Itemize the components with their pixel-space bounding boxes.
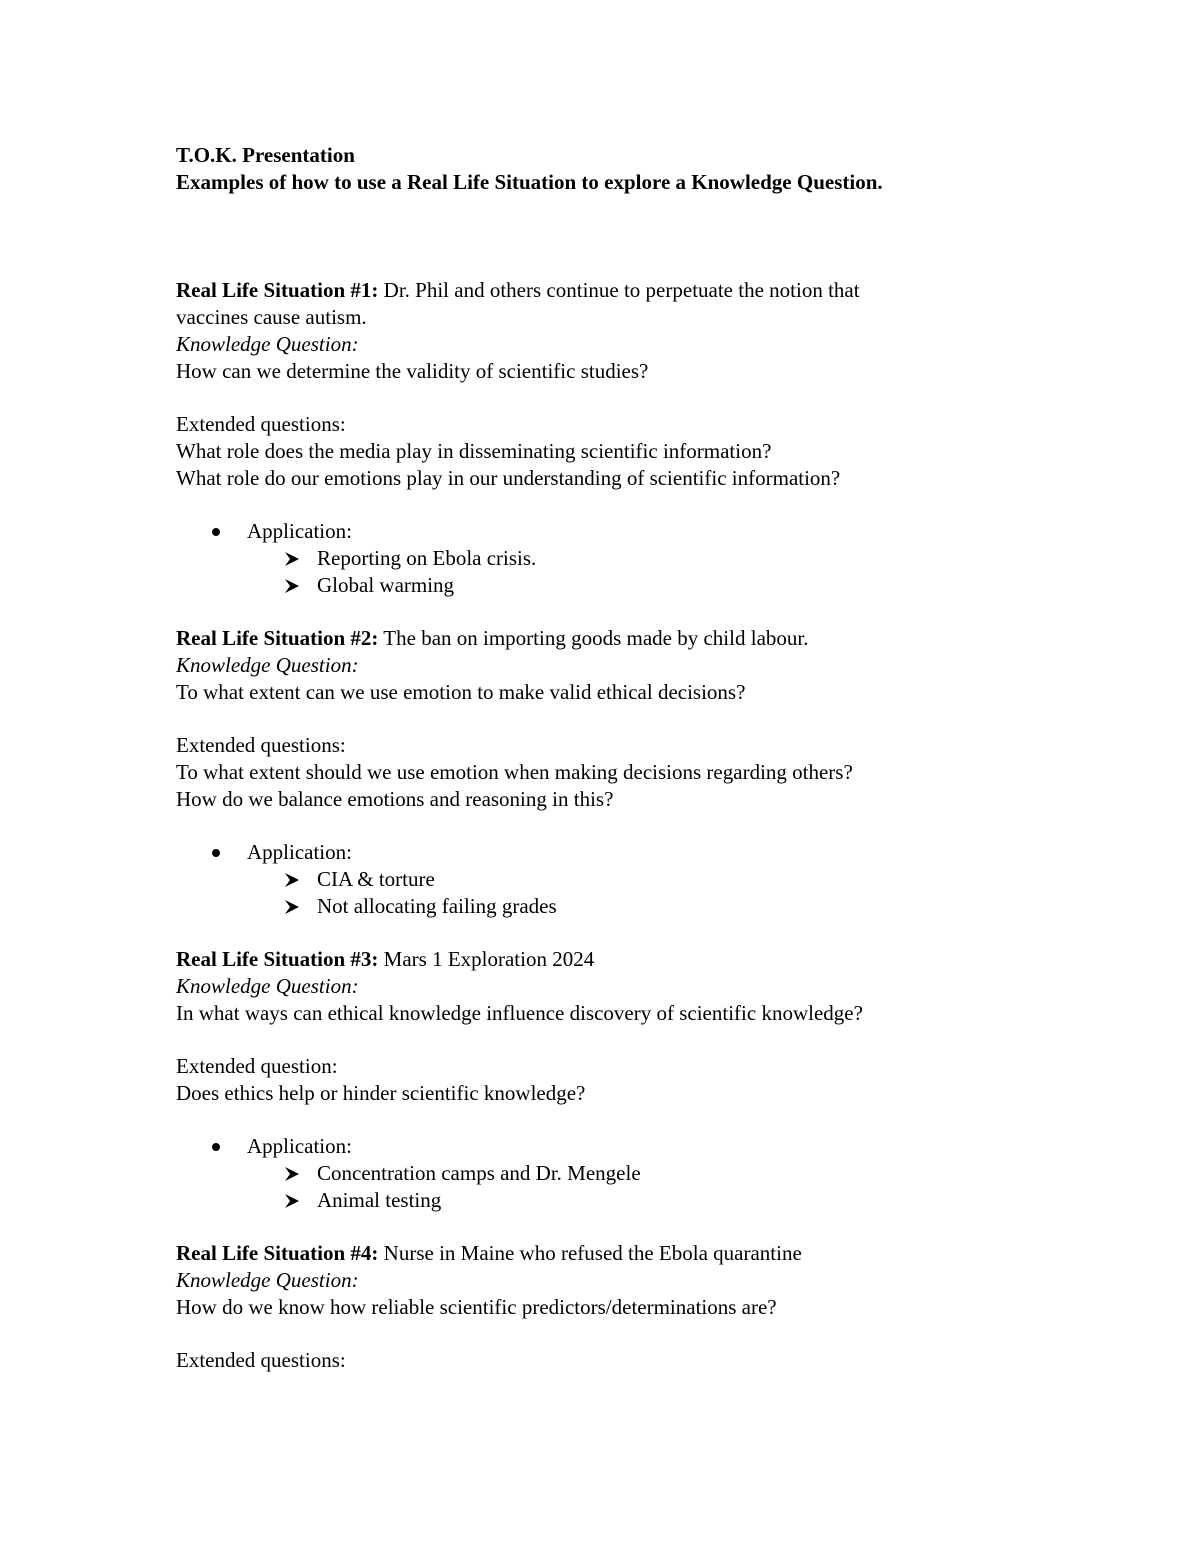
bullet-icon [212, 528, 220, 536]
application-example-text: Global warming [317, 573, 455, 597]
bullet-icon [212, 849, 220, 857]
knowledge-question-label: Knowledge Question: [176, 332, 359, 356]
situation-text: Dr. Phil and others continue to perpetuate the notion that [378, 278, 860, 302]
knowledge-question-text: How can we determine the validity of scientific studies? [176, 359, 649, 383]
document-content [176, 142, 1036, 1374]
situation-2 [176, 625, 1036, 946]
situation-text: Nurse in Maine who refused the Ebola quarantine [378, 1241, 802, 1265]
application-example-text: Animal testing [317, 1188, 442, 1212]
extended-questions-label: Extended questions: [176, 1348, 346, 1372]
application-label: Application: [247, 519, 352, 543]
extended-question: What role does the media play in disseminating scientific information? [176, 439, 772, 463]
situation-3 [176, 946, 1036, 1240]
spacer [176, 813, 1036, 839]
situation-text: Mars 1 Exploration 2024 [378, 947, 595, 971]
situation-heading [176, 1240, 1036, 1267]
knowledge-question-label: Knowledge Question: [176, 1268, 359, 1292]
application-item [176, 1133, 1036, 1160]
situation-heading [176, 946, 1036, 973]
arrowhead-bullet-icon [284, 545, 304, 567]
application-item [176, 839, 1036, 866]
application-example [176, 1160, 1036, 1187]
situation-label: Real Life Situation #2: [176, 626, 379, 650]
application-example [176, 1187, 1036, 1214]
spacer [176, 492, 1036, 518]
extended-question: What role do our emotions play in our understanding of scientific information? [176, 466, 841, 490]
knowledge-question-text: In what ways can ethical knowledge influence discovery of scientific knowledge? [176, 1001, 863, 1025]
arrowhead-bullet-icon [284, 893, 304, 915]
application-example-text: Concentration camps and Dr. Mengele [317, 1161, 641, 1185]
application-example [176, 545, 1036, 572]
document-title: T.O.K. Presentation [176, 143, 355, 167]
situation-label: Real Life Situation #3: [176, 947, 379, 971]
application-example-text: Reporting on Ebola crisis. [317, 546, 537, 570]
spacer [176, 1027, 1036, 1053]
application-example [176, 893, 1036, 920]
application-item [176, 518, 1036, 545]
spacer [176, 599, 1036, 625]
extended-question: How do we balance emotions and reasoning in this? [176, 787, 614, 811]
situation-heading [176, 625, 1036, 652]
application-example-text: CIA & torture [317, 867, 435, 891]
situation-text: The ban on importing goods made by child labour. [378, 626, 809, 650]
situation-label: Real Life Situation #1: [176, 278, 379, 302]
situation-heading [176, 277, 1036, 304]
document-subtitle: Examples of how to use a Real Life Situation to explore a Knowledge Question. [176, 170, 883, 194]
title-block [176, 142, 1036, 196]
situation-text-continued: vaccines cause autism. [176, 305, 367, 329]
application-example-text: Not allocating failing grades [317, 894, 557, 918]
spacer [176, 1321, 1036, 1347]
spacer [176, 706, 1036, 732]
spacer [176, 1214, 1036, 1240]
knowledge-question-text: How do we know how reliable scientific predictors/determinations are? [176, 1295, 777, 1319]
situation-label: Real Life Situation #4: [176, 1241, 379, 1265]
situation-4 [176, 1240, 1036, 1374]
extended-questions-label: Extended questions: [176, 733, 346, 757]
application-example [176, 866, 1036, 893]
application-example [176, 572, 1036, 599]
arrowhead-bullet-icon [284, 1187, 304, 1209]
extended-question: To what extent should we use emotion when making decisions regarding others? [176, 760, 853, 784]
application-label: Application: [247, 840, 352, 864]
knowledge-question-text: To what extent can we use emotion to make valid ethical decisions? [176, 680, 746, 704]
arrowhead-bullet-icon [284, 866, 304, 888]
application-label: Application: [247, 1134, 352, 1158]
bullet-icon [212, 1143, 220, 1151]
situation-1 [176, 277, 1036, 625]
arrowhead-bullet-icon [284, 1160, 304, 1182]
extended-questions-label: Extended question: [176, 1054, 338, 1078]
arrowhead-bullet-icon [284, 572, 304, 594]
spacer [176, 920, 1036, 946]
spacer [176, 1107, 1036, 1133]
knowledge-question-label: Knowledge Question: [176, 653, 359, 677]
extended-question: Does ethics help or hinder scientific knowledge? [176, 1081, 586, 1105]
knowledge-question-label: Knowledge Question: [176, 974, 359, 998]
spacer [176, 385, 1036, 411]
extended-questions-label: Extended questions: [176, 412, 346, 436]
